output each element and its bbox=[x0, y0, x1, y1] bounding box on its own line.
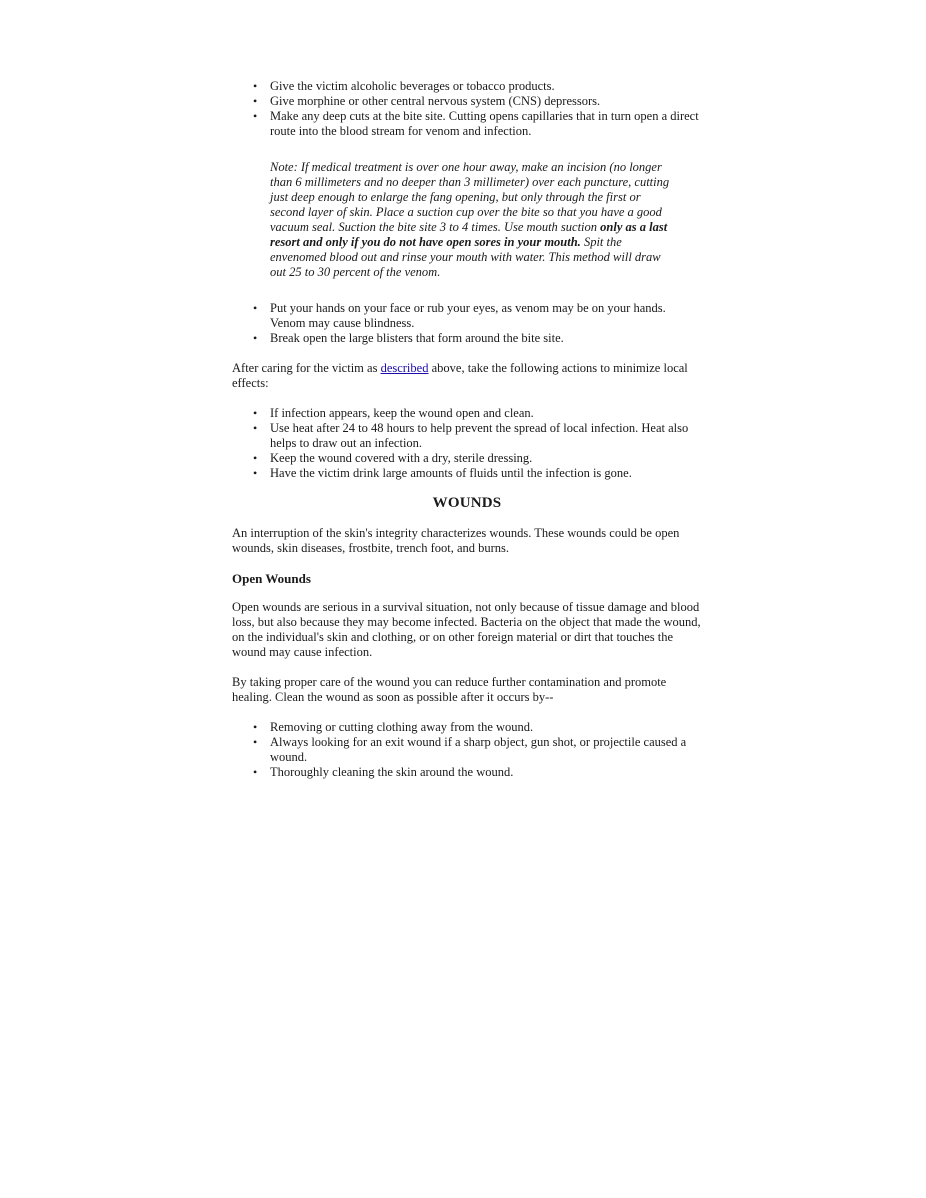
list-item: • Thoroughly cleaning the skin around the wound. bbox=[270, 765, 702, 780]
wounds-intro: An interruption of the skin's integrity characterizes wounds. These wounds could be open wounds, skin diseases, frostbite, trench foot, and burns. bbox=[232, 526, 680, 555]
open-wounds-paragraph-2: By taking proper care of the wound you can reduce further contamination and promote healing. Clean the wound as soon as possible after it occurs by-- bbox=[232, 675, 667, 704]
described-link[interactable]: described bbox=[380, 361, 429, 375]
list-item: • Use heat after 24 to 48 hours to help prevent the spread of local infection. Heat also helps to draw out an infection. bbox=[270, 421, 702, 451]
list-item: • Put your hands on your face or rub your eyes, as venom may be on your hands. Venom may cause blindness. bbox=[270, 301, 702, 331]
list-item: • Give the victim alcoholic beverages or tobacco products. bbox=[270, 79, 702, 94]
list-item: • Have the victim drink large amounts of fluids until the infection is gone. bbox=[270, 466, 702, 481]
after-care-paragraph: After caring for the victim as described above, take the following actions to minimize local effects: bbox=[232, 361, 688, 390]
open-wounds-heading: Open Wounds bbox=[232, 571, 311, 586]
list-item: • Break open the large blisters that form around the bite site. bbox=[270, 331, 702, 346]
open-wounds-paragraph-1: Open wounds are serious in a survival situation, not only because of tissue damage and blood loss, but also because they may become infected. Bacteria on the object that made the wound, on the individual's skin and clothing, or on other foreign material or dirt that touches the wound may cause infection. bbox=[232, 600, 701, 659]
list-item: • Give morphine or other central nervous system (CNS) depressors. bbox=[270, 94, 702, 109]
note-text-end: Spit the envenomed blood out and rinse your mouth with water. This method will draw out 25 to 30 percent of the venom. bbox=[270, 235, 661, 279]
note-text: Note: If medical treatment is over one hour away, make an incision (no longer than 6 millimeters and no deeper than 3 millimeter) over each puncture, cutting just deep enough to enlarge the fang opening, but only through the first or second layer of skin. Place a suction cup over the bite so that you have a good vacuum seal. Suction the bite site 3 to 4 times. Use mouth suction bbox=[270, 160, 670, 234]
note-bold-text: only as a last resort and only if you do not have open sores in your mouth. bbox=[270, 220, 668, 249]
wounds-heading: WOUNDS bbox=[432, 495, 502, 511]
list-item: • Make any deep cuts at the bite site. Cutting opens capillaries that in turn open a direct route into the blood stream for venom and infection. bbox=[270, 109, 702, 139]
list-item: • Always looking for an exit wound if a sharp object, gun shot, or projectile caused a wound. bbox=[270, 735, 702, 765]
local-effects-list bbox=[232, 406, 702, 481]
avoid-list-bottom bbox=[232, 301, 702, 346]
cleaning-steps-list bbox=[232, 720, 702, 780]
suction-note bbox=[270, 160, 670, 280]
avoid-list-top bbox=[232, 79, 702, 139]
document-page bbox=[232, 79, 702, 780]
list-item: • Keep the wound covered with a dry, sterile dressing. bbox=[270, 451, 702, 466]
list-item: • Removing or cutting clothing away from the wound. bbox=[270, 720, 702, 735]
list-item: • If infection appears, keep the wound open and clean. bbox=[270, 406, 702, 421]
